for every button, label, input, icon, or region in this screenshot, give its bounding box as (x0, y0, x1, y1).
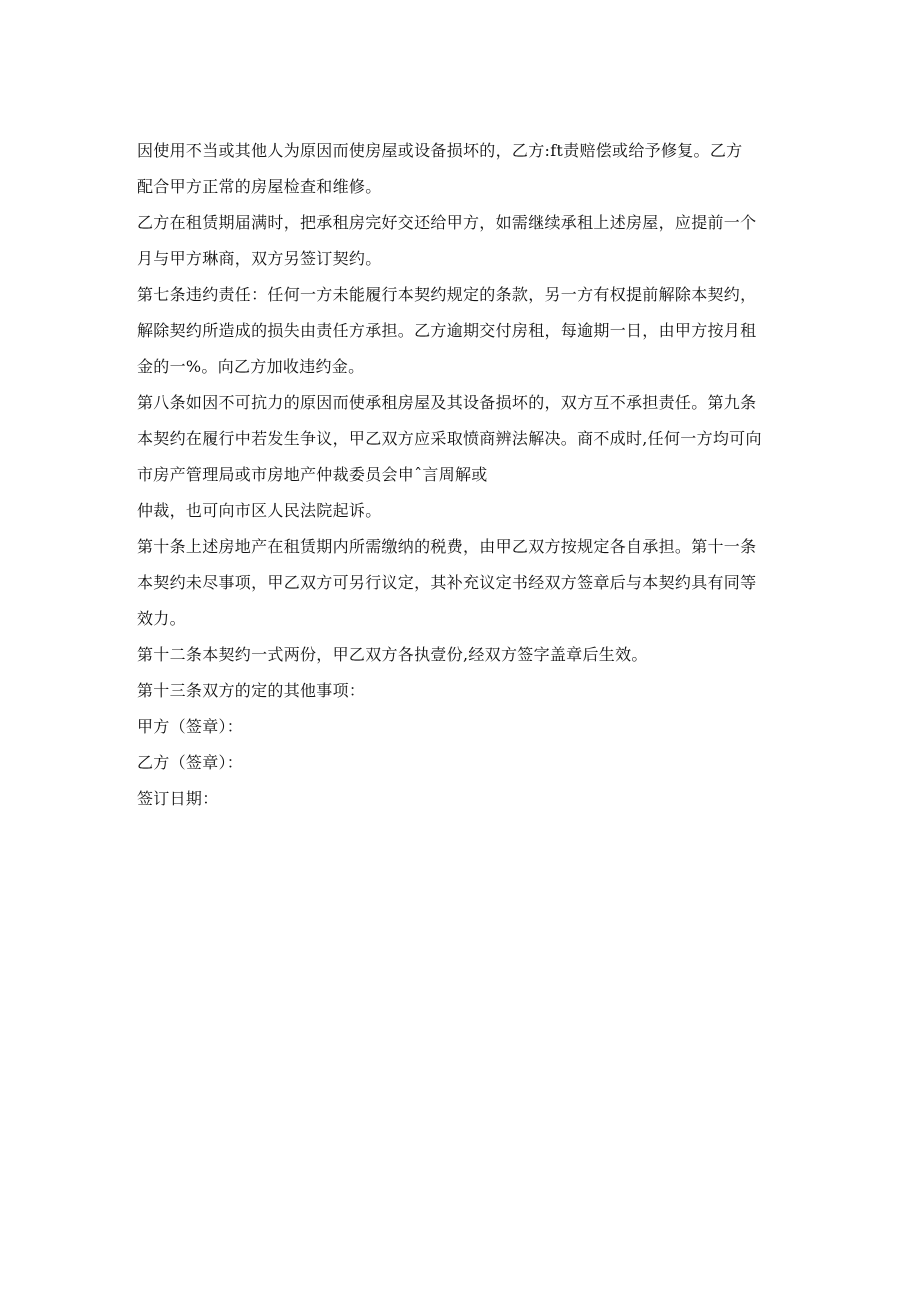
signing-date (137, 781, 792, 817)
text-line: 乙方（签章）： (137, 753, 244, 772)
text-line: 第十三条双方的定的其他事项： (137, 681, 366, 700)
text-line: 甲方（签章）： (137, 717, 244, 736)
paragraph-article-10-11 (137, 529, 792, 637)
text-line: 第十条上述房地产在租赁期内所需缴纳的税费，由甲乙双方按规定各自承担。第十一条 (137, 537, 757, 556)
document-body (137, 133, 792, 817)
text-line: 本契约在履行中若发生争议，甲乙双方应采取愤商辨法解决。商不成时,任何一方均可向 (137, 429, 762, 448)
text-line: 解除契约所造成的损失由责任方承担。乙方逾期交付房租，每逾期一日，由甲方按月租 (137, 321, 757, 340)
text-line: 乙方在租赁期届满时，把承租房完好交还给甲方，如需继续承租上述房屋，应提前一个 (137, 213, 757, 232)
paragraph-article-8-9 (137, 385, 792, 493)
paragraph-article-13 (137, 673, 792, 709)
paragraph-lease-return (137, 205, 792, 277)
text-line: 金的一%。向乙方加收违约金。 (137, 357, 365, 376)
paragraph-arbitration (137, 493, 792, 529)
text-line: 配合甲方正常的房屋检查和维修。 (137, 177, 382, 196)
text-line: 第八条如因不可抗力的原因而使承租房屋及其设备损坏的，双方互不承担责任。第九条 (137, 393, 757, 412)
text-line: 因使用不当或其他人为原因而使房屋或设备损坏的，乙方:ft责赔偿或给予修复。乙方 (137, 141, 743, 160)
paragraph-article-7 (137, 277, 792, 385)
text-line: 效力。 (137, 609, 186, 628)
paragraph-article-12 (137, 637, 792, 673)
text-line: 签订日期： (137, 789, 219, 808)
paragraph-damage-liability (137, 133, 792, 205)
text-line: 市房产管理局或市房地产仲裁委员会申ˆ言周解或 (137, 465, 488, 484)
text-line: 本契约未尽事项，甲乙双方可另行议定，其补充议定书经双方签章后与本契约具有同等 (137, 573, 757, 592)
signature-party-b (137, 745, 792, 781)
text-line: 仲裁，也可向市区人民法院起诉。 (137, 501, 382, 520)
text-line: 月与甲方琳商，双方另签订契约。 (137, 249, 382, 268)
signature-party-a (137, 709, 792, 745)
text-line: 第七条违约责任：任何一方未能履行本契约规定的条款，另一方有权提前解除本契约， (137, 285, 757, 304)
text-line: 第十二条本契约一式两份，甲乙双方各执壹份,经双方签字盖章后生效。 (137, 645, 648, 664)
